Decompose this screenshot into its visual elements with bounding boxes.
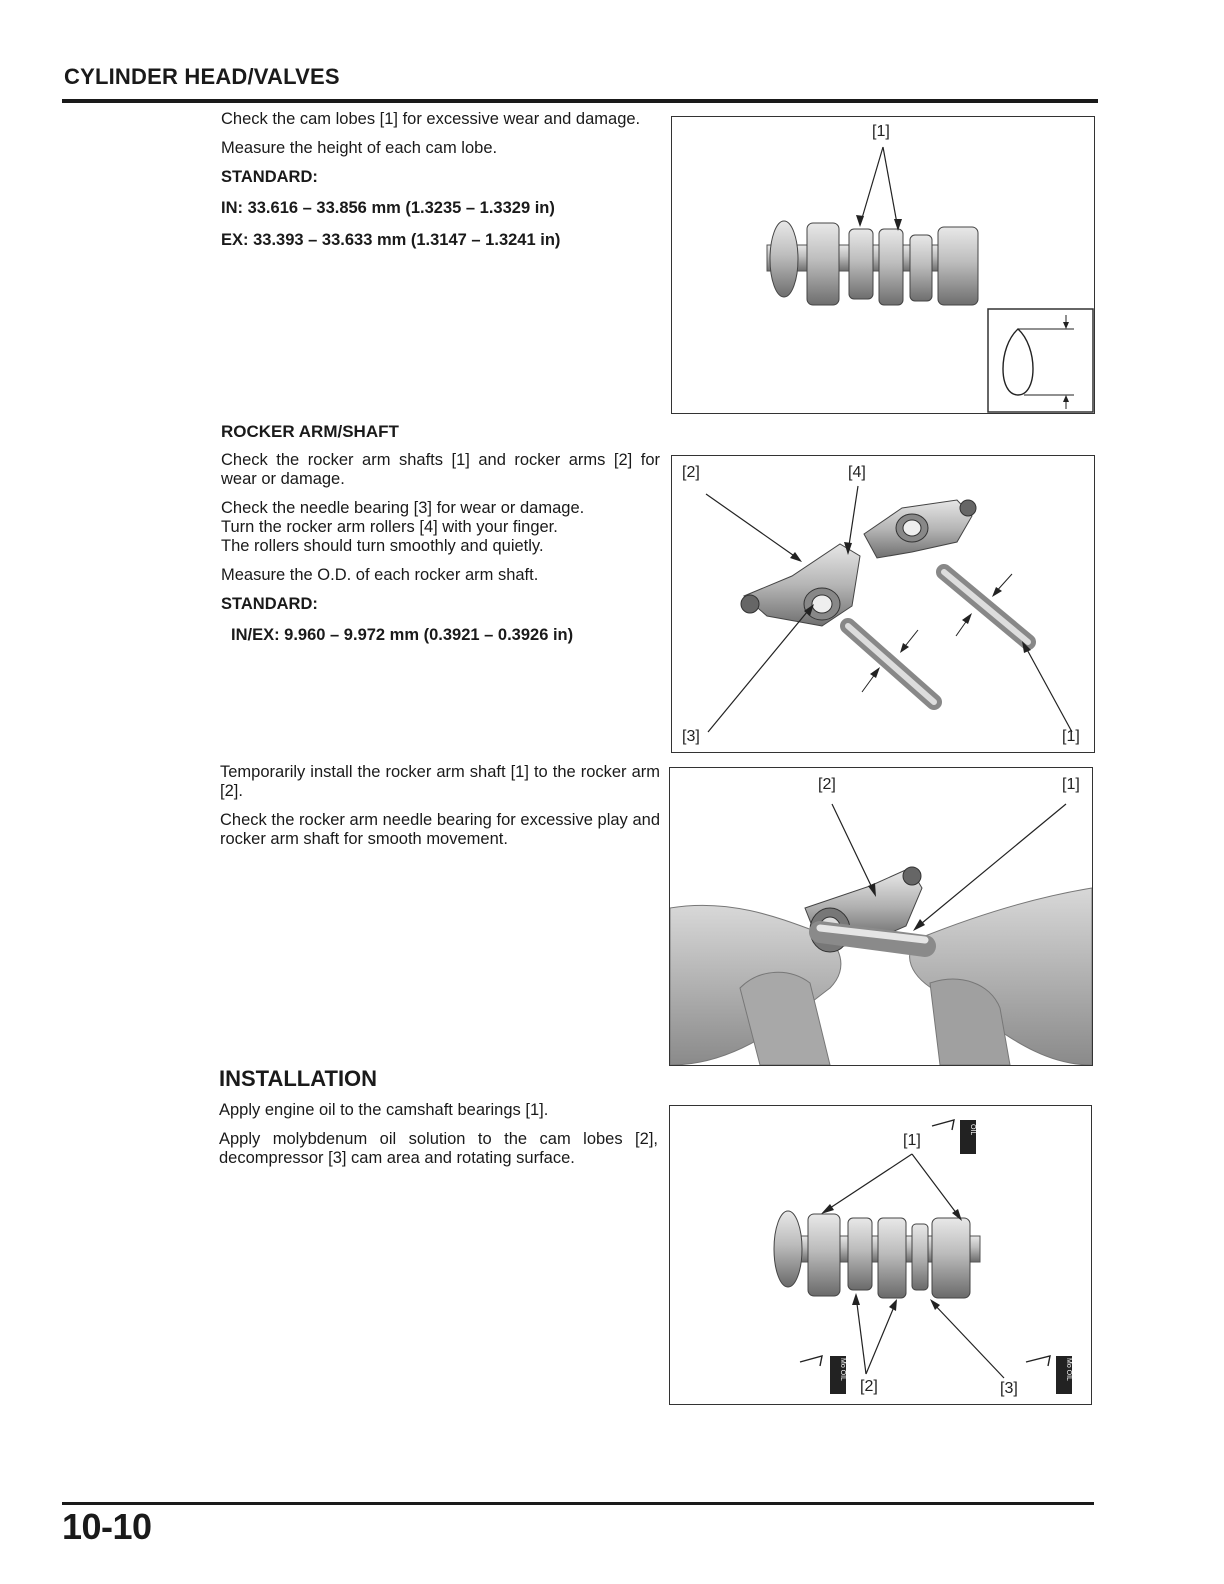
callout-3: [3]: [1000, 1380, 1018, 1397]
moly-oil-icon-label-2: Mo OIL: [1065, 1358, 1072, 1381]
installation-heading: INSTALLATION: [219, 1066, 378, 1091]
rocker-paragraph-3: Measure the O.D. of each rocker arm shaft.: [221, 566, 539, 584]
callout-1: [1]: [872, 123, 890, 140]
camshaft-lubrication-illustration: [670, 1106, 1091, 1404]
callout-2: [2]: [818, 776, 836, 793]
install-check-section: [220, 763, 660, 859]
page-title: CYLINDER HEAD/VALVES: [64, 64, 340, 89]
callout-3: [3]: [682, 728, 700, 745]
installation-section: [219, 1101, 658, 1178]
cam-check-paragraph-2: Measure the height of each cam lobe.: [221, 139, 498, 157]
rocker-spec: IN/EX: 9.960 – 9.972 mm (0.3921 – 0.3926 in): [231, 626, 574, 644]
oil-icon-label: OIL: [969, 1124, 976, 1136]
cam-spec-in: IN: 33.616 – 33.856 mm (1.3235 – 1.3329 in): [221, 199, 555, 217]
cam-check-section: [221, 110, 660, 261]
page-number: 10-10: [62, 1506, 152, 1547]
callout-2: [2]: [860, 1378, 878, 1395]
install-check-paragraph-1: Temporarily install the rocker arm shaft [1] to the rocker arm [2].: [220, 763, 660, 800]
cam-check-paragraph-1: Check the cam lobes [1] for excessive wear and damage.: [221, 110, 641, 128]
callout-2: [2]: [682, 464, 700, 481]
rocker-paragraph-2-line-2: Turn the rocker arm rollers [4] with your finger.: [221, 518, 558, 536]
cam-spec-ex: EX: 33.393 – 33.633 mm (1.3147 – 1.3241 in): [221, 231, 561, 249]
rocker-arm-figure: [671, 455, 1095, 753]
rocker-section: [221, 451, 660, 656]
header-rule: [62, 99, 1098, 103]
camshaft-lubrication-figure: [669, 1105, 1092, 1405]
installation-paragraph-1: Apply engine oil to the camshaft bearings [1].: [219, 1101, 549, 1119]
rocker-install-illustration: [670, 768, 1092, 1065]
rocker-paragraph-2-line-1: Check the needle bearing [3] for wear or damage.: [221, 499, 585, 517]
installation-paragraph-2: Apply molybdenum oil solution to the cam lobes [2], decompressor [3] cam area and rotating surface.: [219, 1130, 658, 1167]
callout-1: [1]: [903, 1132, 921, 1149]
cam-standard-label: STANDARD:: [221, 168, 318, 186]
rocker-arm-illustration: [672, 456, 1094, 752]
camshaft-illustration: [672, 117, 1094, 413]
rocker-heading: ROCKER ARM/SHAFT: [221, 422, 399, 441]
moly-oil-icon-label-1: Mo OIL: [839, 1358, 846, 1381]
install-check-paragraph-2: Check the rocker arm needle bearing for excessive play and rocker arm shaft for smooth movement.: [220, 811, 660, 848]
camshaft-figure: [671, 116, 1095, 414]
rocker-standard-label: STANDARD:: [221, 595, 318, 613]
rocker-paragraph-1: Check the rocker arm shafts [1] and rocker arms [2] for wear or damage.: [221, 451, 660, 488]
callout-4: [4]: [848, 464, 866, 481]
footer-rule: [62, 1502, 1094, 1505]
callout-1: [1]: [1062, 776, 1080, 793]
rocker-install-photo: [669, 767, 1093, 1066]
rocker-paragraph-2-line-3: The rollers should turn smoothly and quietly.: [221, 537, 544, 555]
callout-1: [1]: [1062, 728, 1080, 745]
